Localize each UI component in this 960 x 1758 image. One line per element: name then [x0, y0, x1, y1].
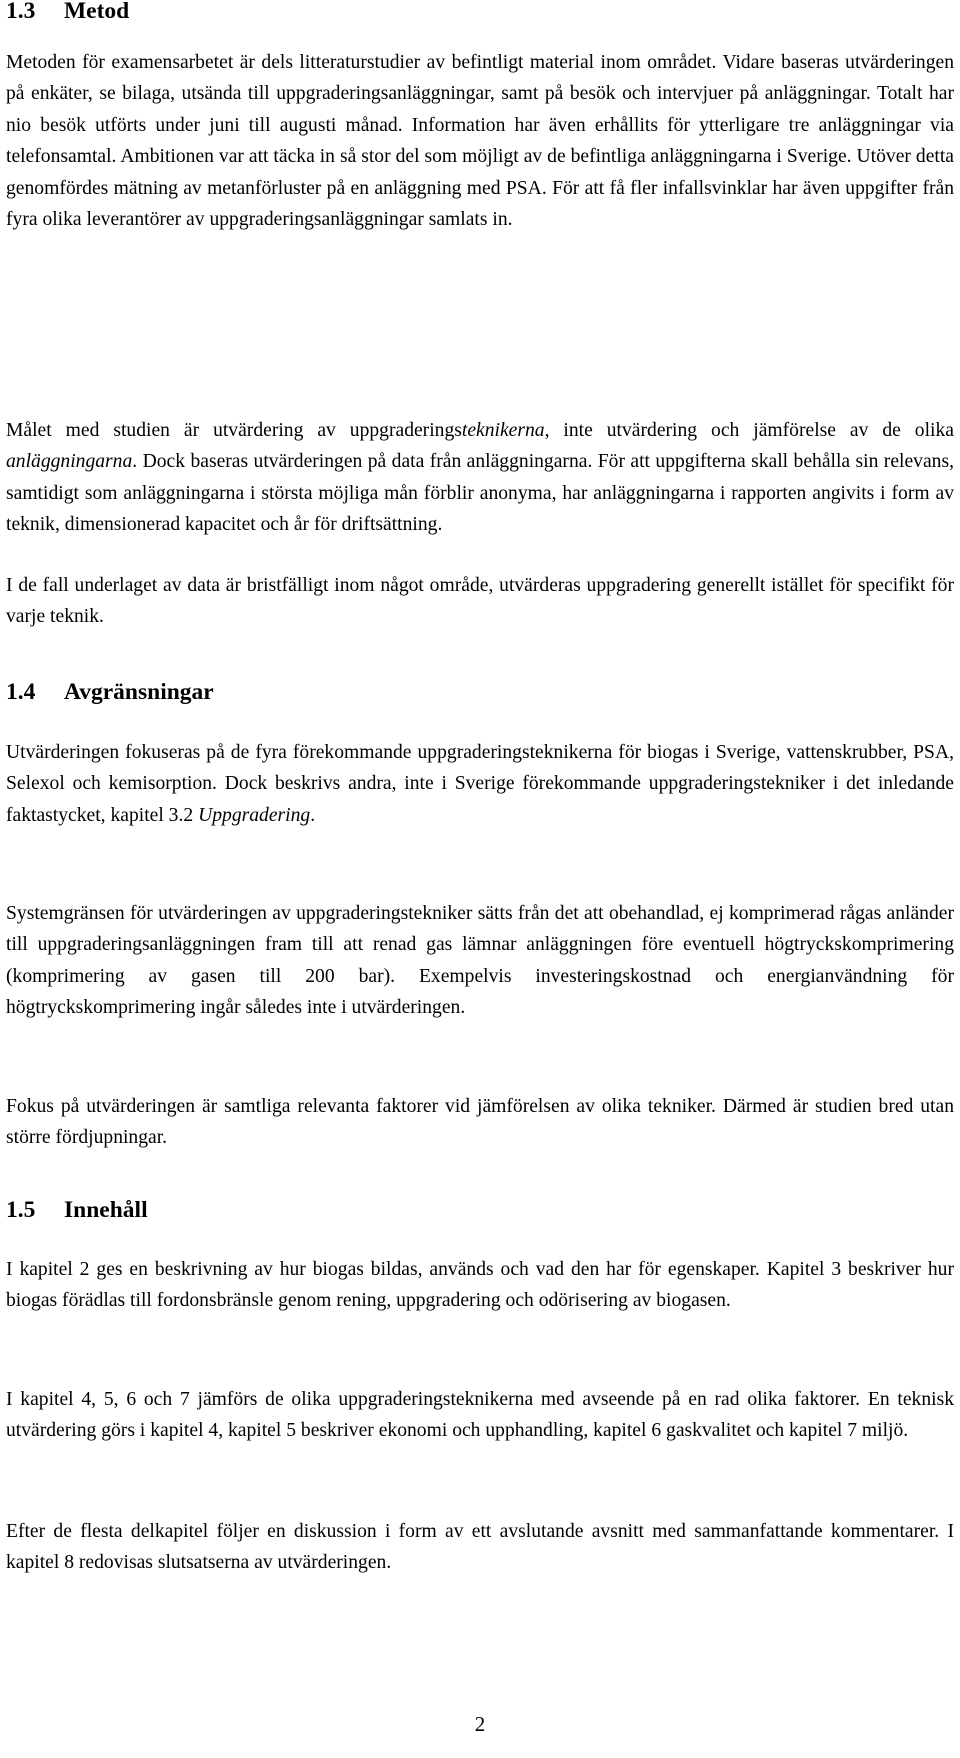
paragraph-chapter-8: Efter de flesta delkapitel följer en diskussion i form av ett avslutande avsnitt med sammanfattande kommentarer. I kapitel 8 redovisas slutsatserna av utvärderingen.: [6, 1521, 954, 1574]
paragraph-chapters-4-7: I kapitel 4, 5, 6 och 7 jämförs de olika uppgraderingsteknikerna med avseende på en rad olika faktorer. En teknisk utvärdering görs i kapitel 4, kapitel 5 beskriver ekonomi och upphandling, kapitel 6 gaskvalitet och kapitel 7 miljö.: [6, 1389, 954, 1442]
paragraph-method: Metoden för examensarbetet är dels litteraturstudier av befintligt material inom området. Vidare baseras utvärderingen på enkäter, se bilaga, utsända till uppgraderingsanläggningar, samt på besök och intervjuer på anläggningar. Totalt har nio besök utförts under juni till augusti månad. Information har även erhållits för ytterligare tre anläggningar via telefonsamtal. Ambitionen var att täcka in så stor del som möjligt av de befintliga anläggningarna i Sverige. Utöver detta genomfördes mätning av metanförluster på en anläggning med PSA. För att få fler infallsvinklar har även uppgifter från fyra olika leverantörer av uppgraderingsanläggningar samlats in.: [6, 52, 954, 231]
section-title: Innehåll: [64, 1197, 148, 1223]
section-heading-metod: [6, 0, 129, 25]
section-heading-innehall: [6, 1196, 148, 1224]
section-number: 1.5: [6, 1197, 36, 1223]
section-heading-avgransningar: [6, 678, 214, 706]
text-run: Målet med studien är utvärdering av uppgraderings: [6, 420, 462, 441]
section-number: 1.3: [6, 0, 36, 24]
text-run: .: [310, 804, 316, 826]
paragraph-focus-techniques: [6, 737, 954, 831]
section-title: Metod: [64, 0, 130, 24]
paragraph-system-boundary: Systemgränsen för utvärderingen av uppgraderingstekniker sätts från det att obehandlad, ej komprimerad rågas anländer till uppgraderingsanläggningen fram till att renad gas lämnar anläggningen före eventuell högtryckskomprimering (komprimering av gasen till 200 bar). Exempelvis investeringskostnad och energianvändning för högtryckskomprimering ingår således inte i utvärderingen.: [6, 903, 954, 1019]
page-number: 2: [474, 1712, 486, 1736]
italic-run: Uppgradering: [198, 804, 311, 826]
paragraph-goal: [6, 415, 954, 541]
italic-run: anläggningarna: [6, 451, 133, 473]
section-number: 1.4: [6, 679, 36, 705]
paragraph-insufficient-data: I de fall underlaget av data är bristfälligt inom något område, utvärderas uppgradering generellt istället för specifikt för varje teknik.: [6, 575, 954, 628]
text-run: . Dock baseras utvärderingen på data från anläggningarna. För att uppgifterna skall behålla sin relevans, samtidigt som anläggningarna i största möjliga mån förblir anonyma, har anläggningarna i rapporten angivits i form av teknik, dimensionerad kapacitet och år för driftsättning.: [6, 451, 954, 536]
italic-run: teknikerna: [461, 420, 545, 441]
text-run: , inte utvärdering och jämförelse av de olika: [544, 420, 954, 441]
paragraph-focus-factors: Fokus på utvärderingen är samtliga relevanta faktorer vid jämförelsen av olika tekniker. Därmed är studien bred utan större fördjupningar.: [6, 1096, 954, 1149]
section-title: Avgränsningar: [64, 679, 214, 705]
text-run: Utvärderingen fokuseras på de fyra förekommande uppgraderingsteknikerna för biogas i Sverige, vattenskrubber, PSA, Selexol och kemisorption. Dock beskrivs andra, inte i Sverige förekommande uppgraderingstekniker i det inledande faktastycket, kapitel 3.2: [6, 742, 954, 826]
paragraph-chapters-2-3: I kapitel 2 ges en beskrivning av hur biogas bildas, används och vad den har för egenskaper. Kapitel 3 beskriver hur biogas förädlas till fordonsbränsle genom rening, uppgradering och odörisering av biogasen.: [6, 1259, 954, 1312]
